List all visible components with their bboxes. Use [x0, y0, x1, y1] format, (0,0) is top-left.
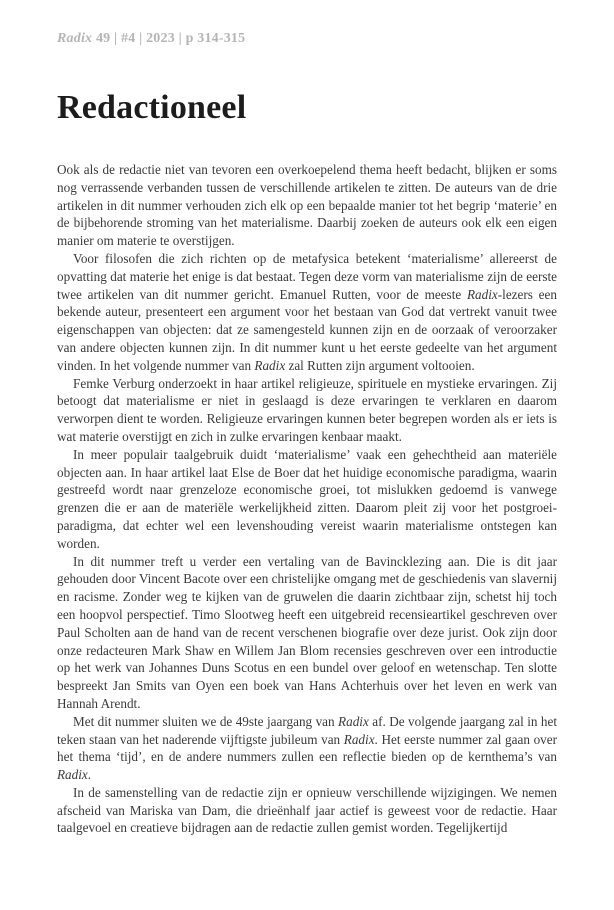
article-body [57, 161, 557, 837]
text-run: . [87, 767, 92, 783]
text-run: In dit nummer treft u verder een vertaling van de Bavincklezing aan. Die is dit jaar gehouden door Vincent Bacote over een christelijke omgang met de geschiedenis van slavernij en racisme. Zonder weg te kijken van de gruwelen die daarin zichtbaar zijn, schetst hij toch een hoopvol perspectief. Timo Slootweg heeft een uitgebreid recensieartikel geschreven over Paul Scholten aan de hand van de recent verschenen biografie over deze jurist. Ook zijn door onze redacteuren Mark Shaw en Willem Jan Blom recensies geschreven over een introductie op het werk van Johannes Duns Scotus en een bundel over geloof en wetenschap. Ten slotte bespreekt Jan Smits van Oyen een boek van Hans Achterhuis over het leven en werk van Hannah Arendt. [57, 553, 557, 711]
text-run: Ook als de redactie niet van tevoren een overkoepelend thema heeft bedacht, blijken er soms nog verrassende verbanden tussen de verschillende artikelen te zitten. De auteurs van de drie artikelen in dit nummer verhouden zich elk op een bepaalde manier tot het begrip ‘materie’ en de bijbehorende stroming van het materialisme. Daarbij zoeken de auteurs ook elk een eigen manier om materie te overstijgen. [57, 162, 557, 249]
italic-journal-reference: Radix [338, 713, 369, 729]
running-header [57, 30, 557, 48]
paragraph [57, 784, 557, 837]
paragraph [57, 446, 557, 553]
text-run: Femke Verburg onderzoekt in haar artikel religieuze, spirituele en mystieke ervaringen. Zij betoogt dat materialisme er niet in geslaagd is deze ervaringen te verklaren en daarom verworpen dient te worden. Religieuze ervaringen kunnen beter begrepen worden als er iets is wat materie overstijgt en zich in zulke ervaringen kenbaar maakt. [57, 375, 557, 444]
article-title: Redactioneel [57, 89, 247, 126]
text-run: Met dit nummer sluiten we de 49ste jaargang van [73, 713, 339, 729]
italic-journal-reference: Radix [343, 731, 375, 747]
text-run: Voor filosofen die zich richten op de metafysica betekent ‘materialisme’ allereerst de opvatting dat materie het enige is dat bestaat. Tegen deze vorm van materialisme zijn de eerste twee artikelen van dit nummer gericht. Emanuel Rutten, voor de meeste [57, 250, 557, 302]
text-run: In meer populair taalgebruik duidt ‘materialisme’ vaak een gehechtheid aan materiële objecten aan. In haar artikel laat Else de Boer dat het huidige economische paradigma, waarin gestreefd wordt naar grenzeloze economische groei, tot mislukken gedoemd is vanwege grenzen die er aan de materiële werkelijkheid zitten. Daarom pleit zij voor het postgroei-paradigma, dat echter wel een levenshouding vereist waarin materialisme ontstegen kan worden. [57, 446, 557, 551]
paragraph [57, 713, 557, 784]
text-run: In de samenstelling van de redactie zijn er opnieuw verschillende wijzigingen. We nemen afscheid van Mariska van Dam, die drieënhalf jaar actief is geweest voor de redactie. Haar taalgevoel en creatieve bijdragen aan de redactie zullen gemist worden. Tegelijkertijd [57, 784, 557, 836]
paragraph [57, 553, 557, 713]
paragraph [57, 375, 557, 446]
text-run: af. De volgende jaargang zal in het teken staan van het naderende vijftigste jubileum van [57, 713, 558, 747]
italic-journal-reference: Radix [467, 286, 498, 302]
italic-journal-reference: Radix [254, 357, 286, 373]
text-run: -lezers een bekende auteur, presenteert een argument voor het bestaan van God dat vertrekt vanuit twee eigenschappen van objecten: dat ze samengesteld kunnen zijn en de oorzaak of veroorzaker van andere objecten kunnen zijn. In dit nummer kunt u het eerste gedeelte van het argument vinden. In het volgende nummer van [57, 286, 557, 373]
paragraph [57, 250, 557, 375]
journal-name: Radix [57, 31, 93, 46]
paragraph [57, 161, 557, 250]
issue-info: 49 | #4 | 2023 | p 314-315 [95, 31, 246, 46]
text-run: . Het eerste nummer zal gaan over het thema ‘tijd’, en de andere nummers zullen een reflectie bieden op de kernthema’s van [57, 731, 558, 765]
italic-journal-reference: Radix [57, 767, 88, 783]
text-run: zal Rutten zijn argument voltooien. [285, 357, 475, 373]
